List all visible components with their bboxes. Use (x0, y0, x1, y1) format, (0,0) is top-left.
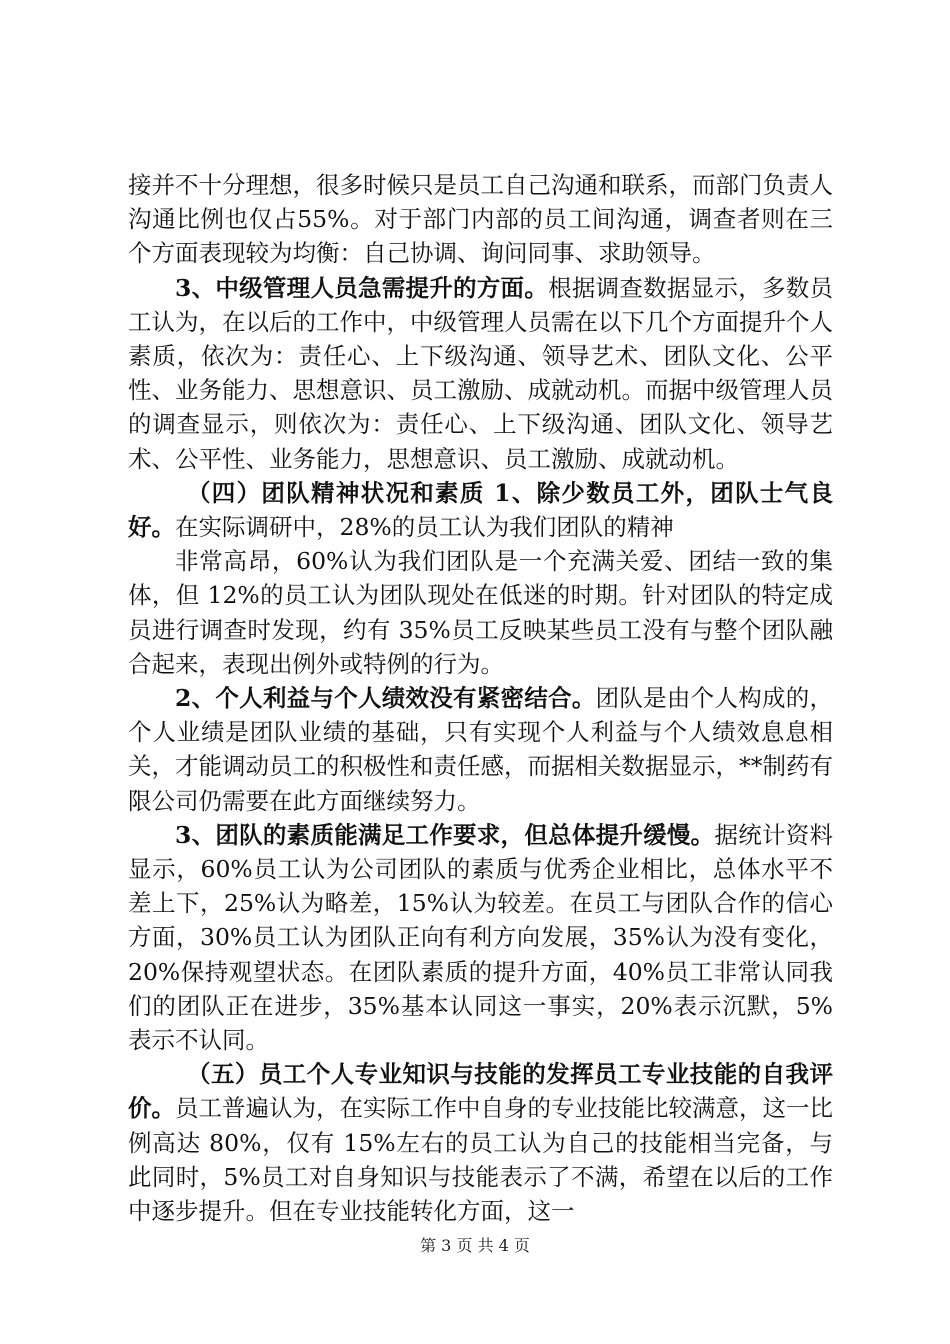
paragraph-team-morale (128, 544, 833, 681)
paragraph-text: 非常高昂，60%认为我们团队是一个充满关爱、团结一致的集体，但 12%的员工认为团队现处在低迷的时期。针对团队的特定成员进行调查时发现，约有 35%员工反映某些员工没有与整个团队融合起来，表现出例外或特例的行为。 (128, 547, 833, 678)
paragraph-text: 员工普遍认为，在实际工作中自身的专业技能比较满意，这一比例高达 80%，仅有 15%左右的员工认为自己的技能相当完备，与此同时，5%员工对自身知识与技能表示了不满，希望在以后的工作中逐步提升。但在专业技能转化方面，这一 (128, 1094, 833, 1226)
paragraph-text: 团队是由个人构成的，个人业绩是团队业绩的基础，只有实现个人利益与个人绩效息息相关，才能调动员工的积极性和责任感，而据相关数据显示，**制药有限公司仍需要在此方面继续努力。 (128, 684, 834, 815)
paragraph-heading: 3、中级管理人员急需提升的方面。 (175, 273, 549, 302)
paragraph-professional-skills (128, 1057, 833, 1228)
paragraph-text: 根据调查数据显示，多数员工认为，在以后的工作中，中级管理人员需在以下几个方面提升个人素质，依次为：责任心、上下级沟通、领导艺术、团队文化、公平性、业务能力、思想意识、员工激励、成就动机。而据中级管理人员的调查显示，则依次为：责任心、上下级沟通、团队文化、领导艺术、公平性、业务能力，思想意识、员工激励、成就动机。 (128, 273, 834, 473)
paragraph-team-quality (128, 818, 833, 1057)
paragraph-heading: （四）团队精神状况和素质 1、除少数员工外，团队士气良好。 (128, 478, 833, 542)
paragraph-team-spirit (128, 476, 833, 544)
paragraph-heading: 2、个人利益与个人绩效没有紧密结合。 (175, 684, 596, 713)
body-text (128, 168, 833, 1228)
paragraph-heading: 3、团队的素质能满足工作要求，但总体提升缓慢。 (175, 820, 715, 849)
paragraph-text: 在实际调研中，28%的员工认为我们团队的精神 (175, 513, 674, 542)
paragraph-personal-interest (128, 681, 833, 818)
paragraph-mid-manager (128, 271, 833, 476)
page-footer: 第 3 页 共 4 页 (420, 1236, 530, 1255)
paragraph-heading: （五）员工个人专业知识与技能的发挥员工专业技能的自我评价。 (128, 1060, 833, 1123)
paragraph-communication (128, 168, 833, 271)
paragraph-text: 据统计资料显示，60%员工认为公司团队的素质与优秀企业相比，总体水平不差上下，25%认为略差，15%认为较差。在员工与团队合作的信心方面，30%员工认为团队正向有利方向发展，35%认为没有变化，20%保持观望状态。在团队素质的提升方面，40%员工非常认同我们的团队正在进步，35%基本认同这一事实，20%表示沉默，5%表示不认同。 (128, 820, 833, 1055)
paragraph-text: 接并不十分理想，很多时候只是员工自己沟通和联系，而部门负责人沟通比例也仅占55%。对于部门内部的员工间沟通，调查者则在三个方面表现较为均衡：自己协调、询问同事、求助领导。 (128, 171, 833, 268)
